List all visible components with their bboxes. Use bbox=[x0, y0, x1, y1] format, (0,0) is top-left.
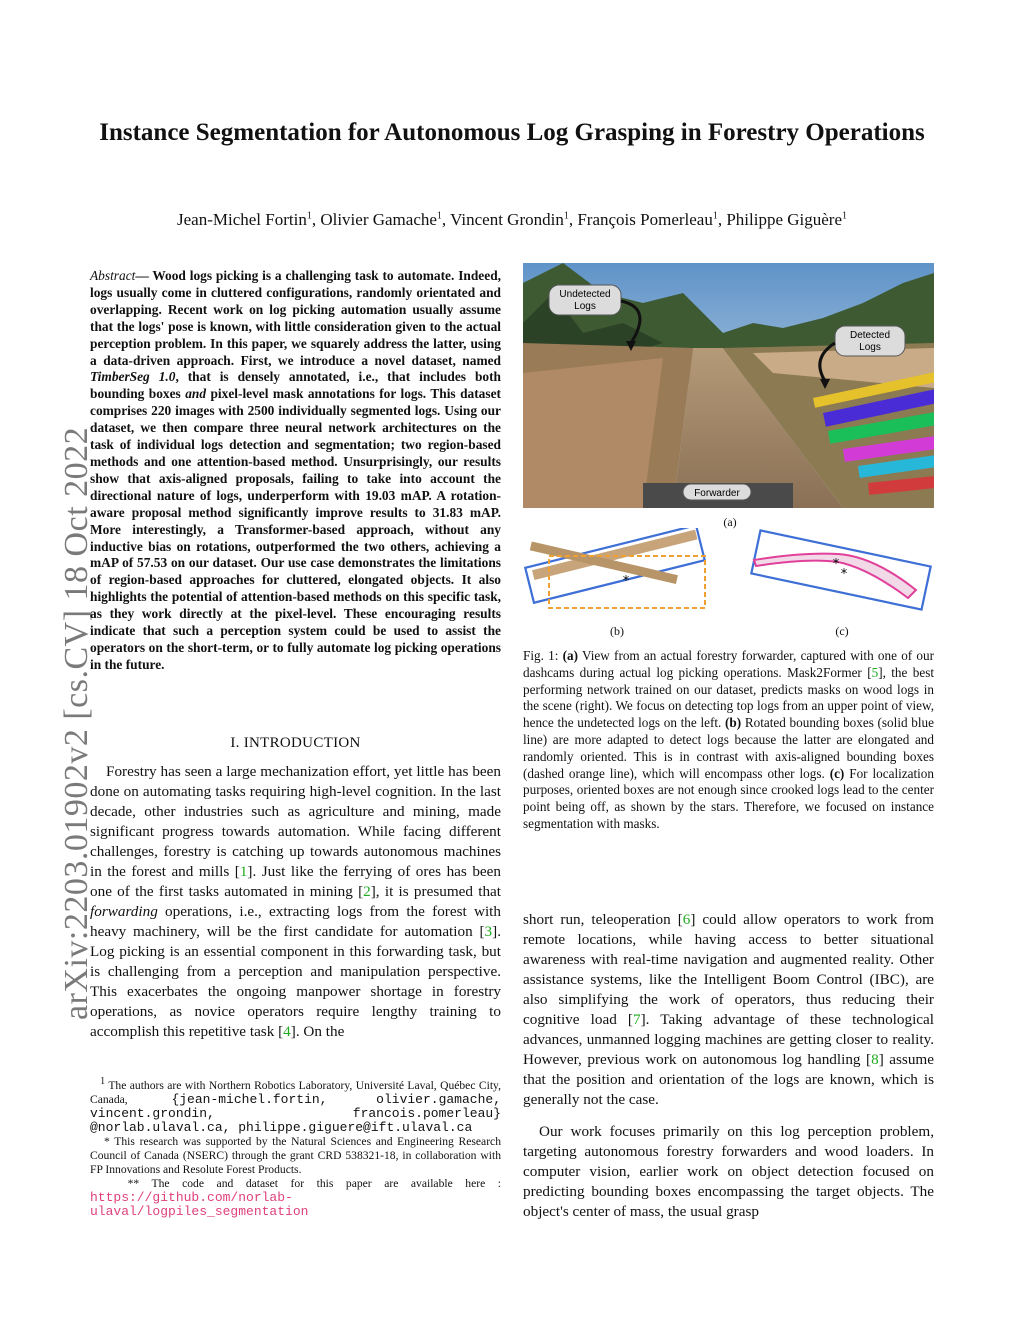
emphasis-text: forwarding bbox=[90, 903, 158, 920]
footnote-affiliation bbox=[90, 1075, 501, 1135]
body-text: operations, i.e., extracting logs from the forest with heavy machinery, will be the first candidate for automation [ bbox=[90, 903, 501, 940]
figure-caption bbox=[523, 648, 934, 833]
arxiv-identifier-text: arXiv:2203.01902v2 [cs.CV] 18 Oct 2022 bbox=[58, 426, 95, 1020]
citation-link[interactable]: 5 bbox=[871, 664, 879, 680]
body-text: Forestry has seen a large mechanization effort, yet little has been done on automating tasks requiring high-level cognition. In the last decade, other industries such as agriculture and mining, made significant progress towards automation. While facing different challenges, forestry is catching up towards autonomous machines in the forest and mills [ bbox=[90, 763, 501, 880]
caption-text: For localization purposes, oriented boxes are not enough since crooked logs lead to the center point being off, as shown by the stars. Therefore, we focused on instance segmentation with masks. bbox=[523, 765, 934, 831]
abstract-block bbox=[90, 268, 501, 674]
paper-title: Instance Segmentation for Autonomous Log Grasping in Forestry Operations bbox=[99, 119, 925, 146]
body-text: ] could allow operators to work from remote locations, while having access to better situational awareness with real-time navigation and augmented reality. Other assistance systems, like the Intelligent Boom Control (IBC), are also simplifying the work of operators, thus reducing their cognitive load [ bbox=[523, 911, 934, 1028]
svg-text:*: * bbox=[622, 574, 630, 589]
author-emails: {jean-michel.fortin, olivier.gamache, vincent.grondin, francois.pomerleau} @norlab.ulaval.ca, philippe.giguere@ift.ulaval.ca bbox=[90, 1091, 501, 1135]
svg-text:*: * bbox=[840, 567, 848, 582]
citation-link[interactable]: 4 bbox=[283, 1023, 291, 1040]
forwarder-label bbox=[683, 484, 751, 500]
affiliation-mark: 1 bbox=[563, 210, 569, 222]
detected-label-line2: Logs bbox=[859, 342, 881, 353]
author-list: Jean-Michel Fortin$^1$, Olivier Gamache$^1$, Vincent Grondin$^1$, François Pomerleau$^1$, Philippe Giguère$^1$ bbox=[176, 210, 848, 229]
citation-link[interactable]: 6 bbox=[682, 911, 691, 928]
footnote-funding bbox=[90, 1135, 501, 1177]
abstract-emphasis: and bbox=[185, 386, 207, 402]
footnote-code bbox=[90, 1177, 501, 1219]
right-column-body bbox=[523, 910, 934, 1222]
subfigure-caption-b: (b) bbox=[610, 624, 624, 638]
undetected-label-line1: Undetected bbox=[559, 289, 611, 300]
citation-link[interactable]: 1 bbox=[239, 863, 248, 880]
author-name: François Pomerleau bbox=[577, 210, 713, 229]
body-text: ]. On the bbox=[290, 1023, 345, 1040]
caption-label: Fig. 1: bbox=[523, 648, 563, 663]
affiliation-mark: 1 bbox=[842, 210, 848, 222]
body-text: ]. Log picking is an essential component in this forwarding task, but is challenging from a perception and manipulation perspective. This exacerbates the ongoing manpower shortage in forestry operations, as novice operators require lengthy training to accomplish this repetitive task [ bbox=[90, 923, 501, 1040]
body-text: ] assume that the position and orientation of the logs are known, which is generally not the case. bbox=[523, 1051, 934, 1108]
affiliation-mark: 1 bbox=[306, 210, 312, 222]
section-heading: I. INTRODUCTION bbox=[230, 735, 361, 751]
body-paragraph bbox=[523, 910, 934, 1110]
footnote-text: * This research was supported by the Natural Sciences and Engineering Research Council of Canada (NSERC) through the grant CRD 538321-18, in collaboration with FP Innovations and Resolute Forest Products. bbox=[90, 1134, 501, 1176]
dataset-name: TimberSeg 1.0 bbox=[90, 369, 176, 385]
caption-text: View from an actual forestry forwarder, captured with one of our dashcams during actual log picking operations. Mask2Former [ bbox=[523, 648, 934, 680]
abstract-text: pixel-level mask annotations for logs. This dataset comprises 220 images with 2500 individually segmented logs. Using our dataset, we then compare three neural network architectures on the task of individual logs detection and segmentation; two region-based methods and one attention-based method. Unsurprisingly, our results show that axis-aligned proposals, failing to take into account the directional nature of logs, underperform with 19.03 mAP. A rotation-aware proposal method significantly improve results to 31.83 mAP. More interestingly, a Transformer-based approach, without any inductive bias on rotations, outperformed the two others, achieving a mAP of 57.53 on our dataset. Our use case demonstrates the limitations of region-based approaches for cluttered, elongated objects. It also highlights the potential of attention-based methods on this specific task, as they work directly at the pixel-level. These encouraging results indicate that such a perception system could be used to assist the operators on the short-term, or to fully automate log picking operations in the future. bbox=[90, 386, 501, 672]
body-paragraph: Our work focuses primarily on this log perception problem, targeting autonomous forestry forwarders and wood loaders. In computer vision, earlier work on object detection focused on predicting bounding boxes encompassing the target objects. The object's center of mass, the usual grasp bbox=[523, 1123, 934, 1220]
citation-link[interactable]: 8 bbox=[871, 1051, 879, 1068]
subfigure-caption-a: (a) bbox=[723, 515, 737, 529]
citation-link[interactable]: 2 bbox=[363, 883, 371, 900]
undetected-label-line2: Logs bbox=[574, 301, 596, 312]
subfigure-caption-c: (c) bbox=[835, 624, 849, 638]
author-name: Jean-Michel Fortin bbox=[176, 210, 307, 229]
intro-paragraph bbox=[90, 762, 501, 1042]
figure-1b-bounding-boxes bbox=[523, 528, 711, 620]
abstract bbox=[90, 268, 501, 674]
body-text: short run, teleoperation [ bbox=[523, 911, 683, 928]
body-text: ]. Taking advantage of these technological advances, unmanned logging machines are getting closer to reality. However, previous work on autonomous log handling [ bbox=[523, 1011, 934, 1068]
figure-1c-crooked-log-mask bbox=[748, 528, 934, 620]
forwarder-label-text: Forwarder bbox=[694, 488, 740, 499]
affiliation-mark: 1 bbox=[712, 210, 718, 222]
caption-part-b: (b) bbox=[725, 715, 742, 731]
caption-part-c: (c) bbox=[829, 765, 845, 781]
caption-part-a: (a) bbox=[562, 648, 579, 663]
footnote-mark: 1 bbox=[100, 1076, 106, 1087]
affiliation-mark: 1 bbox=[436, 210, 442, 222]
svg-text:*: * bbox=[832, 557, 840, 572]
abstract-text: — Wood logs picking is a challenging task to automate. Indeed, logs usually come in cluttered configurations, randomly orientated and overlapping. Recent work on log picking automation usually assume that the logs' pose is known, with little consideration given to the actual perception problem. In this paper, we squarely address the latter, using a data-driven approach. First, we introduce a novel dataset, named bbox=[90, 268, 501, 368]
figure-1a-forwarder-view bbox=[523, 263, 934, 508]
repository-url-link[interactable]: https://github.com/norlab-ulaval/logpiles_segmentation bbox=[90, 1189, 309, 1219]
abstract-lead: Abstract bbox=[90, 268, 136, 283]
body-text: ]. Just like the ferrying of ores has been one of the first tasks automated in mining [ bbox=[90, 863, 501, 900]
caption-text: ], the best performing network trained on our dataset, predicts masks on wood logs in the scene (right). We focus on detecting top logs from an upper point of view, hence the undetected logs on the left. bbox=[523, 664, 934, 731]
author-name: Olivier Gamache bbox=[320, 210, 437, 229]
author-name: Vincent Grondin bbox=[450, 210, 564, 229]
footnote-text: ** The code and dataset for this paper are available here : bbox=[127, 1176, 501, 1190]
footnote-text: The authors are with Northern Robotics Laboratory, Université Laval, Québec City, Canada, bbox=[90, 1078, 501, 1106]
footnotes bbox=[90, 1075, 501, 1219]
citation-link[interactable]: 3 bbox=[484, 923, 493, 940]
citation-link[interactable]: 7 bbox=[632, 1011, 641, 1028]
author-name: Philippe Giguère bbox=[726, 210, 843, 229]
body-text: ], it is presumed that bbox=[370, 883, 501, 900]
caption-text: Rotated bounding boxes (solid blue line) are more adapted to detect logs because the latter are elongated and randomly oriented. This is in contrast with axis-aligned bounding boxes (dashed orange line), which will encompass other logs. bbox=[523, 715, 934, 781]
detected-label-line1: Detected bbox=[849, 330, 891, 341]
abstract-text: , that is densely annotated, i.e., that includes both bounding boxes bbox=[90, 369, 501, 402]
